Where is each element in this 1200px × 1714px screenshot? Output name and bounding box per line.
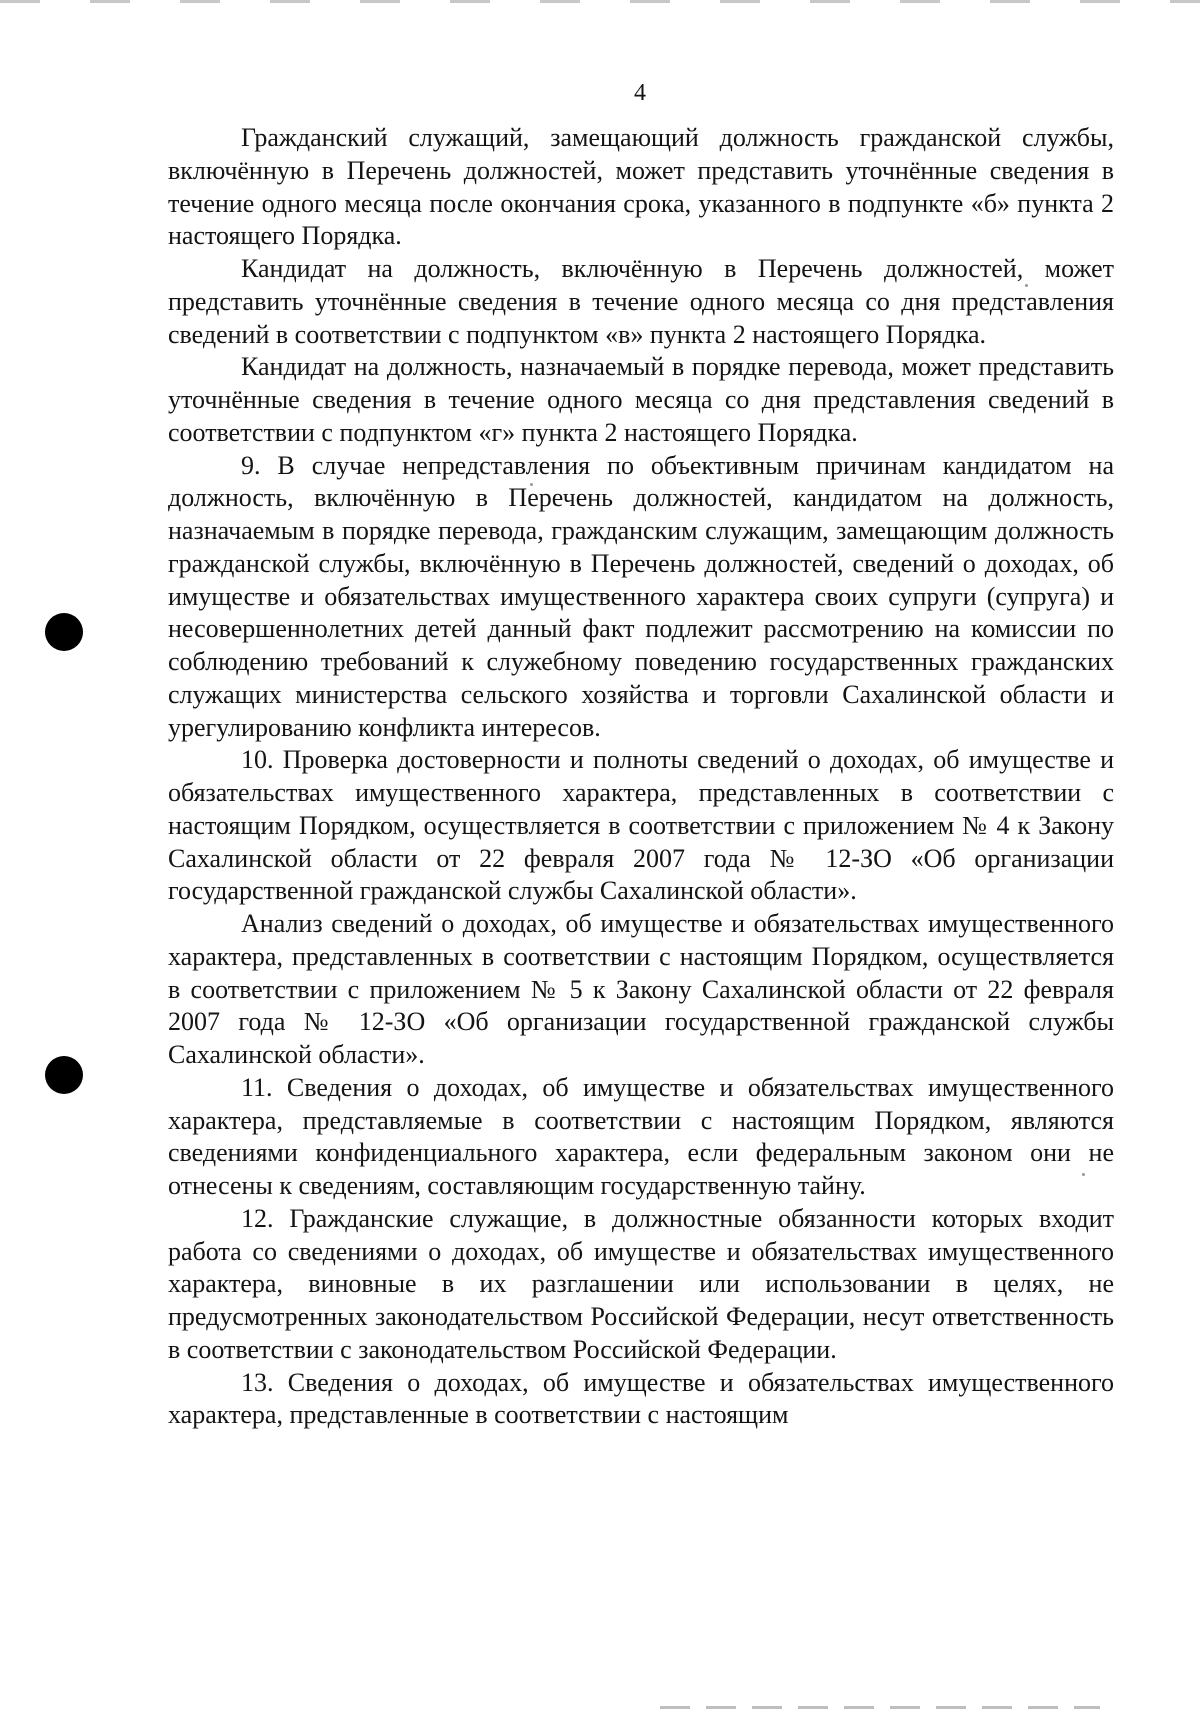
paragraph-item-11: 11. Сведения о доходах, об имуществе и обязательствах имущественного характера, представляемые в соответствии с настоящим Порядком, являются сведениями конфиденциального характера, если федеральным законом они не отнесены к сведениям, составляющим государственную тайну. — [168, 1072, 1114, 1200]
paragraph-analysis: Анализ сведений о доходах, об имуществе и обязательствах имущественного характера, представленных в соответствии с настоящим Порядком, осуществляется в соответствии с приложением № 5 к Закону Сахалинской области от 22 февраля 2007 года № 12-ЗО «Об организации государственной гражданской службы Сахалинской области». — [168, 909, 1114, 1069]
paragraph-item-10: 10. Проверка достоверности и полноты сведений о доходах, об имуществе и обязательствах имущественного характера, представленных в соответствии с настоящим Порядком, осуществляется в соответствии с приложением № 4 к Закону Сахалинской области от 22 февраля 2007 года № 12-ЗО «Об организации государственной гражданской службы Сахалинской области». — [168, 745, 1114, 906]
document-body — [168, 122, 1114, 1432]
page-number: 4 — [634, 80, 646, 106]
paragraph-civil-servant-update: Гражданский служащий, замещающий должность гражданской службы, включённую в Перечень должностей, может представить уточнённые сведения в течение одного месяца после окончания срока, указанного в подпункте «б» пункта 2 настоящего Порядка. — [168, 123, 1114, 251]
paragraph-item-12: 12. Гражданские служащие, в должностные обязанности которых входит работа со сведениями о доходах, об имуществе и обязательствах имущественного характера, виновные в их разглашении или использовании в целях, не предусмотренных законодательством Российской Федерации, несут ответственность в соответствии с законодательством Российской Федерации. — [168, 1203, 1114, 1364]
paragraph-candidate-update: Кандидат на должность, включённую в Перечень должностей, может представить уточнённые сведения в течение одного месяца со дня представления сведений в соответствии с подпунктом «в» пункта 2 настоящего Порядка. — [168, 254, 1114, 349]
scan-bottom-edge — [660, 1706, 1100, 1709]
paragraph-item-13: 13. Сведения о доходах, об имуществе и обязательствах имущественного характера, представленные в соответствии с настоящим — [168, 1367, 1114, 1430]
scan-top-edge — [0, 0, 1200, 3]
paragraph-transfer-candidate-update: Кандидат на должность, назначаемый в порядке перевода, может представить уточнённые сведения в течение одного месяца со дня представления сведений в соответствии с подпунктом «г» пункта 2 настоящего Порядка. — [168, 352, 1114, 447]
punch-hole-upper — [45, 613, 83, 651]
punch-hole-lower — [45, 1056, 83, 1094]
paragraph-item-9: 9. В случае непредставления по объективным причинам кандидатом на должность, включённую в Перечень должностей, кандидатом на должность, назначаемым в порядке перевода, гражданским служащим, замещающим должность гражданской службы, включённую в Перечень должностей, сведений о доходах, об имуществе и обязательствах имущественного характера своих супруги (супруга) и несовершеннолетних детей данный факт подлежит рассмотрению на комиссии по соблюдению требований к служебному поведению государственных гражданских служащих министерства сельского хозяйства и торговли Сахалинской области и урегулированию конфликта интересов. — [168, 450, 1114, 742]
